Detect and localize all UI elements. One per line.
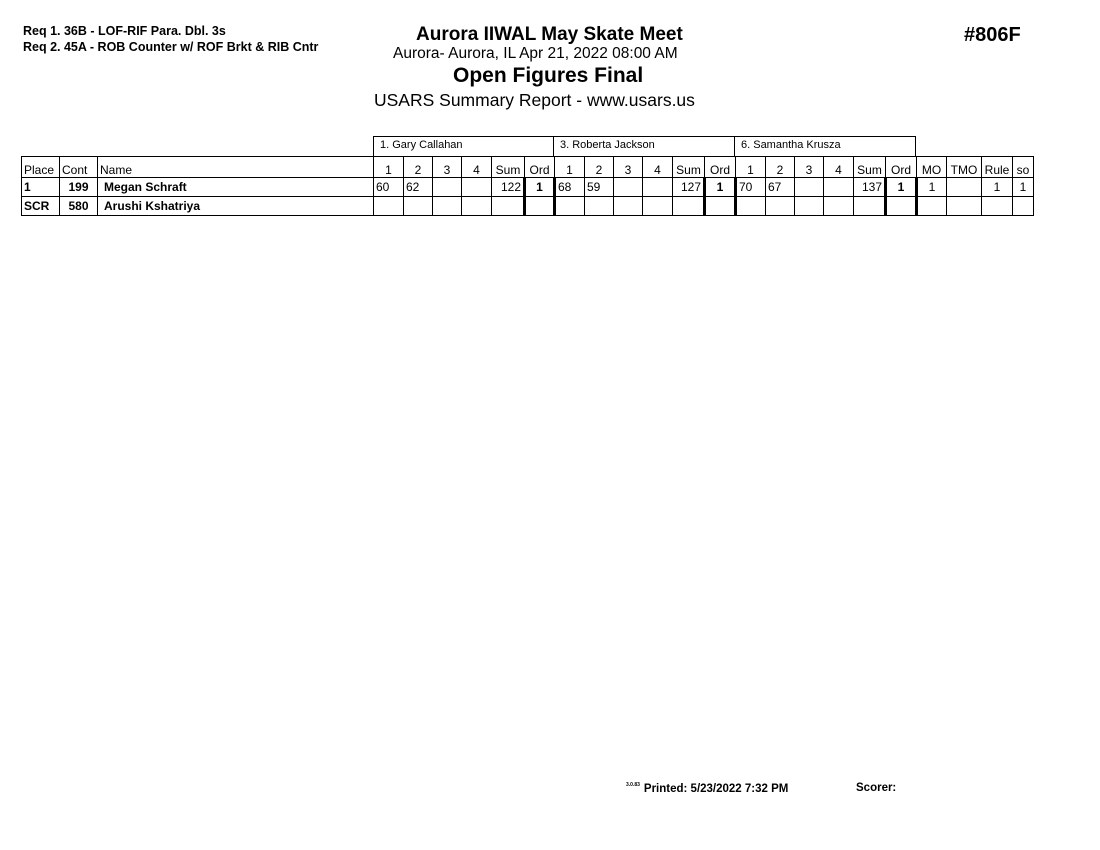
- j1-s3-cell: [433, 197, 462, 216]
- col-j1-s3: 3: [433, 157, 462, 178]
- col-j3-sum: Sum: [854, 157, 886, 178]
- col-j3-s4: 4: [824, 157, 854, 178]
- j1-s2-cell: [404, 197, 433, 216]
- table-header-row: [22, 157, 1034, 178]
- col-rule: Rule: [982, 157, 1013, 178]
- j3-sum-cell: [854, 197, 886, 216]
- col-j1-s2: 2: [404, 157, 433, 178]
- judge-header-1: 1. Gary Callahan: [373, 136, 554, 156]
- j2-s3-cell: [614, 178, 643, 197]
- col-j3-s3: 3: [795, 157, 824, 178]
- j2-s3-cell: [614, 197, 643, 216]
- j2-s2-cell: [585, 197, 614, 216]
- col-j2-sum: Sum: [673, 157, 705, 178]
- j2-s4-cell: [643, 178, 673, 197]
- mo-cell: 1: [917, 178, 947, 197]
- j2-sum-cell: 127: [673, 178, 705, 197]
- j1-s1-cell: [374, 197, 404, 216]
- j1-sum-cell: [492, 197, 525, 216]
- requirement-2: Req 2. 45A - ROB Counter w/ ROF Brkt & RIB Cntr: [23, 40, 319, 54]
- col-mo: MO: [917, 157, 947, 178]
- col-j1-s4: 4: [462, 157, 492, 178]
- col-so: so: [1013, 157, 1034, 178]
- place-cell: 1: [22, 178, 60, 197]
- j1-ord-cell: [525, 197, 555, 216]
- j2-ord-cell: [705, 197, 736, 216]
- cont-cell: 199: [60, 178, 98, 197]
- j2-s2-cell: 59: [585, 178, 614, 197]
- j1-ord-cell: 1: [525, 178, 555, 197]
- j3-s3-cell: [795, 197, 824, 216]
- j2-sum-cell: [673, 197, 705, 216]
- j1-s1-cell: 60: [374, 178, 404, 197]
- event-number: #806F: [964, 24, 1021, 46]
- col-j2-ord: Ord: [705, 157, 736, 178]
- version-label: 3.0.83: [626, 782, 640, 788]
- j2-s1-cell: 68: [555, 178, 585, 197]
- j2-s4-cell: [643, 197, 673, 216]
- printed-timestamp: Printed: 5/23/2022 7:32 PM: [643, 783, 789, 795]
- event-name: Aurora IIWAL May Skate Meet: [416, 24, 683, 45]
- j3-s4-cell: [824, 197, 854, 216]
- col-cont: Cont: [60, 157, 98, 178]
- name-cell: Megan Schraft: [98, 178, 374, 197]
- j3-s1-cell: [736, 197, 766, 216]
- judge-header-3: 6. Samantha Krusza: [734, 136, 916, 156]
- j3-s3-cell: [795, 178, 824, 197]
- col-j2-s1: 1: [555, 157, 585, 178]
- j3-s2-cell: [766, 197, 795, 216]
- rule-cell: [982, 197, 1013, 216]
- mo-cell: [917, 197, 947, 216]
- j2-ord-cell: 1: [705, 178, 736, 197]
- j1-s4-cell: [462, 178, 492, 197]
- tmo-cell: [947, 197, 982, 216]
- so-cell: 1: [1013, 178, 1034, 197]
- name-cell: Arushi Kshatriya: [98, 197, 374, 216]
- col-j1-sum: Sum: [492, 157, 525, 178]
- col-j3-s2: 2: [766, 157, 795, 178]
- col-j3-ord: Ord: [886, 157, 917, 178]
- j2-s1-cell: [555, 197, 585, 216]
- j3-ord-cell: [886, 197, 917, 216]
- col-j2-s2: 2: [585, 157, 614, 178]
- col-j1-ord: Ord: [525, 157, 555, 178]
- col-tmo: TMO: [947, 157, 982, 178]
- scorer-label: Scorer:: [856, 782, 897, 794]
- event-location: Aurora- Aurora, IL Apr 21, 2022 08:00 AM: [393, 45, 678, 62]
- so-cell: [1013, 197, 1034, 216]
- col-place: Place: [22, 157, 60, 178]
- j3-ord-cell: 1: [886, 178, 917, 197]
- col-j2-s3: 3: [614, 157, 643, 178]
- j1-s3-cell: [433, 178, 462, 197]
- table-row: [22, 197, 1034, 216]
- j3-s2-cell: 67: [766, 178, 795, 197]
- j3-s1-cell: 70: [736, 178, 766, 197]
- table-row: [22, 178, 1034, 197]
- requirement-1: Req 1. 36B - LOF-RIF Para. Dbl. 3s: [23, 24, 226, 38]
- printed-footer: [626, 782, 788, 795]
- j1-s2-cell: 62: [404, 178, 433, 197]
- results-table: [21, 156, 1034, 216]
- tmo-cell: [947, 178, 982, 197]
- col-j2-s4: 4: [643, 157, 673, 178]
- col-j1-s1: 1: [374, 157, 404, 178]
- report-subtitle: USARS Summary Report - www.usars.us: [374, 90, 695, 110]
- j1-sum-cell: 122: [492, 178, 525, 197]
- place-cell: SCR: [22, 197, 60, 216]
- col-j3-s1: 1: [736, 157, 766, 178]
- j3-s4-cell: [824, 178, 854, 197]
- j1-s4-cell: [462, 197, 492, 216]
- col-name: Name: [98, 157, 374, 178]
- cont-cell: 580: [60, 197, 98, 216]
- j3-sum-cell: 137: [854, 178, 886, 197]
- rule-cell: 1: [982, 178, 1013, 197]
- judge-header-2: 3. Roberta Jackson: [553, 136, 735, 156]
- report-title: Open Figures Final: [453, 64, 644, 87]
